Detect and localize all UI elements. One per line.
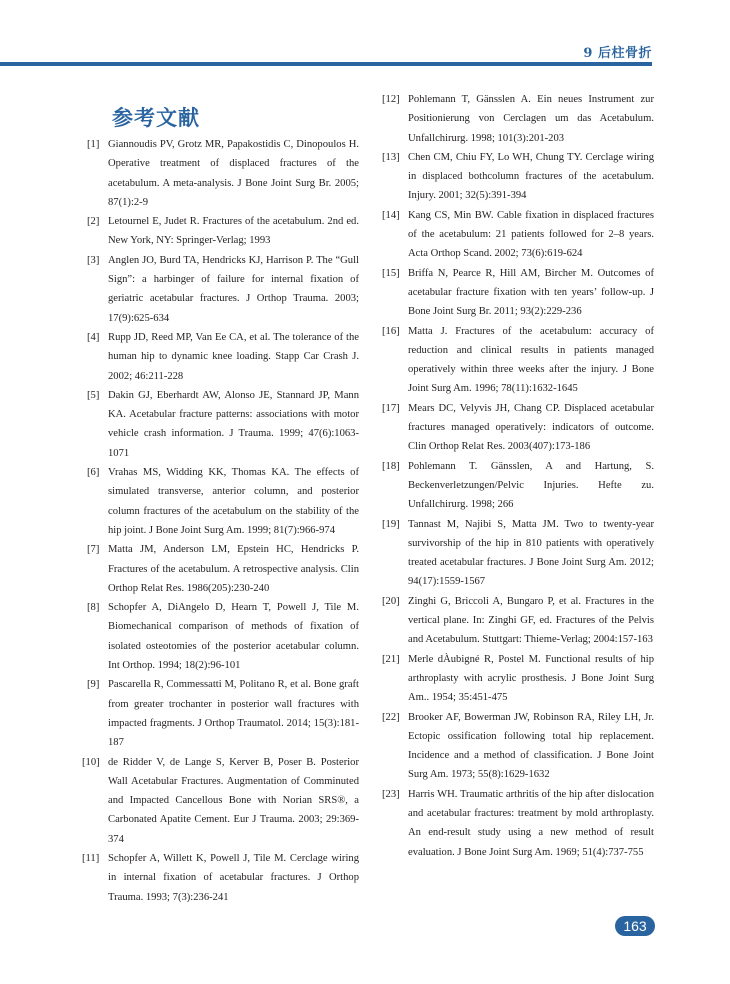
reference-text: Kang CS, Min BW. Cable fixation in displaced fractures of the acetabulum: 21 patients followed for 2–8 years. Acta Orthop Scand. 2002; 73(6):619-624	[408, 209, 654, 260]
page-number-badge: 163	[615, 916, 655, 936]
reference-text: Merle dÀubigné R, Postel M. Functional results of hip arthroplasty with acrylic prosthesis. J Bone Joint Surg Am.. 1954; 35:451-475	[408, 653, 654, 704]
reference-item	[87, 386, 359, 463]
reference-number: [22]	[382, 711, 400, 723]
references-column-right	[382, 90, 654, 862]
reference-text: Briffa N, Pearce R, Hill AM, Bircher M. Outcomes of acetabular fracture fixation with ten years’ follow-up. J Bone Joint Surg Br. 2011; 93(2):229-236	[408, 267, 654, 318]
reference-item	[382, 148, 654, 206]
reference-number: [16]	[382, 325, 400, 337]
reference-number: [17]	[382, 402, 400, 414]
reference-item	[87, 540, 359, 598]
reference-text: Pohlemann T. Gänsslen, A and Hartung, S. Beckenverletzungen/Pelvic Injuries. Hefte zu. Unfallchirurg. 1998; 266	[408, 460, 654, 511]
reference-number: [5]	[87, 389, 100, 401]
reference-item	[382, 90, 654, 148]
section-title: 参考文献	[112, 105, 200, 130]
references-column-left	[82, 135, 359, 907]
reference-text: Brooker AF, Bowerman JW, Robinson RA, Riley LH, Jr. Ectopic ossification following total hip replacement. Incidence and a method of classification. J Bone Joint Surg Am. 1973; 55(8):1629-1632	[408, 711, 654, 781]
reference-item	[87, 463, 359, 540]
reference-number: [13]	[382, 151, 400, 163]
reference-text: Letournel E, Judet R. Fractures of the acetabulum. 2nd ed. New York, NY: Springer-Verlag; 1993	[108, 216, 359, 247]
reference-text: de Ridder V, de Lange S, Kerver B, Poser B. Posterior Wall Acetabular Fractures. Augmentation of Comminuted and Impacted Cancellous Bone with Norian SRS®, a Carbonated Apatite Cement. Eur J Trauma. 2003; 29:369-374	[108, 756, 359, 845]
reference-text: Matta J. Fractures of the acetabulum: accuracy of reduction and clinical results in patients managed operatively within three weeks after the injury. J Bone Joint Surg Am. 1996; 78(11):1632-1645	[408, 325, 654, 395]
reference-number: [6]	[87, 467, 100, 479]
reference-text: Anglen JO, Burd TA, Hendricks KJ, Harrison P. The “Gull Sign”: a harbinger of failure for internal fixation of geriatric acetabular fractures. J Orthop Trauma. 2003; 17(9):625-634	[108, 254, 359, 324]
reference-number: [9]	[87, 679, 100, 691]
reference-item	[382, 264, 654, 322]
reference-number: [14]	[382, 209, 400, 221]
reference-text: Matta JM, Anderson LM, Epstein HC, Hendricks P. Fractures of the acetabulum. A retrospective analysis. Clin Orthop Relat Res. 1986(205):230-240	[108, 544, 359, 594]
reference-item	[87, 328, 359, 386]
reference-item	[382, 322, 654, 399]
reference-number: [10]	[82, 756, 100, 768]
reference-number: [7]	[87, 544, 100, 556]
reference-text: Tannast M, Najibi S, Matta JM. Two to twenty-year survivorship of the hip in 810 patients with operatively treated acetabular fractures. J Bone Joint Surg Am. 2012; 94(17):1559-1567	[408, 518, 654, 588]
reference-text: Rupp JD, Reed MP, Van Ee CA, et al. The tolerance of the human hip to dynamic knee loading. Stapp Car Crash J. 2002; 46:211-228	[108, 331, 359, 382]
reference-item	[87, 675, 359, 752]
reference-item	[87, 212, 359, 251]
reference-text: Pascarella R, Commessatti M, Politano R, et al. Bone graft from greater trochanter in posterior wall fractures with impacted fragments. J Orthop Traumatol. 2014; 15(3):181-187	[108, 679, 359, 749]
reference-number: [2]	[87, 216, 100, 228]
reference-item	[87, 251, 359, 328]
running-head-chapter: 9 后柱骨折	[583, 46, 652, 61]
reference-item	[82, 753, 359, 849]
reference-number: [4]	[87, 331, 100, 343]
reference-text: Dakin GJ, Eberhardt AW, Alonso JE, Stannard JP, Mann KA. Acetabular fracture patterns: associations with motor vehicle crash information. J Trauma. 1999; 47(6):1063-1071	[108, 389, 359, 459]
reference-item	[87, 135, 359, 212]
reference-item	[87, 598, 359, 675]
reference-text: Schopfer A, Willett K, Powell J, Tile M. Cerclage wiring in internal fixation of acetabular fractures. J Orthop Trauma. 1993; 7(3):236-241	[108, 852, 359, 903]
reference-item	[382, 708, 654, 785]
reference-text: Vrahas MS, Widding KK, Thomas KA. The effects of simulated transverse, anterior column, and posterior column fractures of the acetabulum on the stability of the hip joint. J Bone Joint Surg Am. 1999; 81(7):966-974	[108, 467, 359, 536]
reference-item	[82, 849, 359, 907]
reference-item	[382, 650, 654, 708]
reference-item	[382, 206, 654, 264]
reference-text: Zinghi G, Briccoli A, Bungaro P, et al. Fractures in the vertical plane. In: Zinghi GF, ed. Fractures of the Pelvis and Acetabulum. Stuttgart: Thieme-Verlag; 2004:157-163	[408, 595, 654, 646]
reference-item	[382, 592, 654, 650]
reference-number: [12]	[382, 94, 400, 105]
reference-number: [1]	[87, 139, 100, 150]
reference-number: [20]	[382, 595, 400, 607]
reference-item	[382, 457, 654, 515]
reference-text: Pohlemann T, Gänsslen A. Ein neues Instrument zur Positionierung von Cerclagen um das Acetabulum. Unfallchirurg. 1998; 101(3):201-203	[408, 94, 654, 144]
reference-text: Mears DC, Velyvis JH, Chang CP. Displaced acetabular fractures managed operatively: indicators of outcome. Clin Orthop Relat Res. 2003(407):173-186	[408, 402, 654, 453]
reference-item	[382, 785, 654, 862]
reference-number: [21]	[382, 653, 400, 665]
reference-number: [3]	[87, 254, 100, 266]
reference-text: Chen CM, Chiu FY, Lo WH, Chung TY. Cerclage wiring in displaced bothcolumn fractures of the acetabulum. Injury. 2001; 32(5):391-394	[408, 151, 654, 202]
reference-number: [8]	[87, 602, 100, 614]
reference-number: [15]	[382, 267, 400, 279]
reference-text: Schopfer A, DiAngelo D, Hearn T, Powell J, Tile M. Biomechanical comparison of methods of fixation of isolated osteotomies of the posterior acetabular column. Int Orthop. 1994; 18(2):96-101	[108, 602, 359, 672]
reference-text: Giannoudis PV, Grotz MR, Papakostidis C, Dinopoulos H. Operative treatment of displaced fractures of the acetabulum. A meta-analysis. J Bone Joint Surg Br. 2005; 87(1):2-9	[108, 139, 359, 208]
reference-item	[382, 399, 654, 457]
reference-text: Harris WH. Traumatic arthritis of the hip after dislocation and acetabular fractures: treatment by mold arthroplasty. An end-result study using a new method of result evaluation. J Bone Joint Surg Am. 1969; 51(4):737-755	[408, 788, 654, 858]
reference-number: [18]	[382, 460, 400, 472]
reference-item	[382, 515, 654, 592]
reference-number: [11]	[82, 852, 100, 864]
header-rule	[0, 62, 652, 66]
reference-number: [23]	[382, 788, 400, 800]
reference-number: [19]	[382, 518, 400, 530]
